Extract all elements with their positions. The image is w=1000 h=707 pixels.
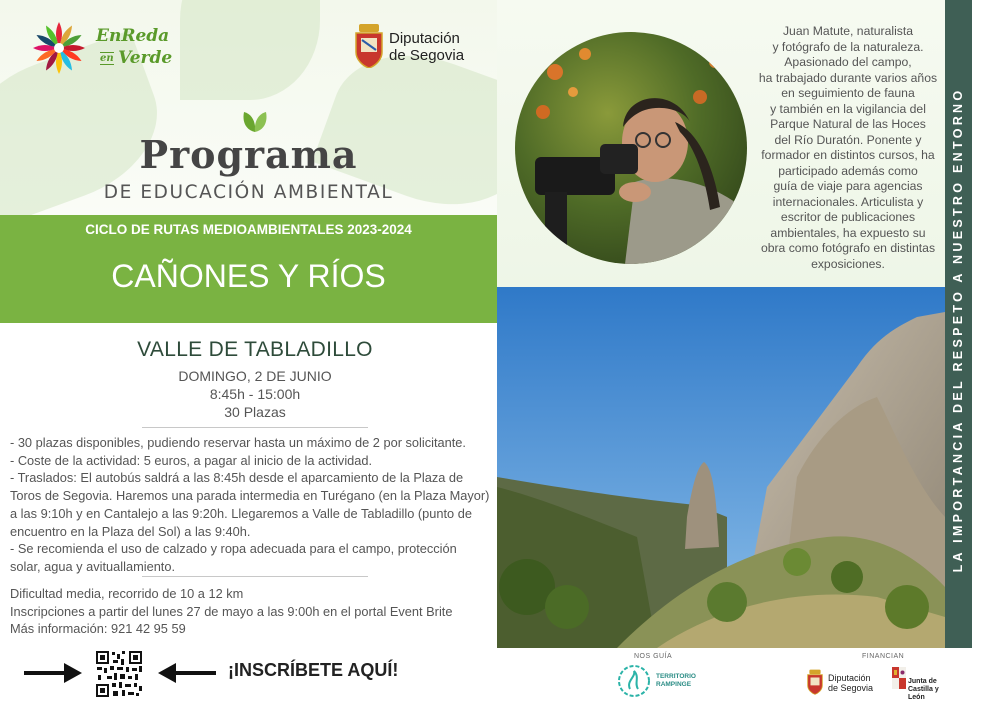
guide-name-line1: TERRITORIO [656, 673, 696, 680]
bio-line: escritor de publicaciones [780, 210, 916, 224]
qr-code-icon[interactable] [95, 650, 143, 698]
enreda-logo-line2: en Verde [100, 48, 173, 68]
sdg-wheel-icon [28, 14, 90, 76]
bio-line: y fotógrafo de la naturaleza. [772, 39, 924, 54]
bio-line: internacionales. Articulista y [772, 194, 924, 209]
left-panel [0, 0, 497, 707]
bio-line: guía de viaje para agencias [773, 179, 923, 193]
fund-diputacion-logo [806, 667, 886, 701]
fund-dipu-line1: Diputación [828, 673, 871, 683]
dipu-logo-line2: de Segovia [389, 47, 465, 64]
info-block [10, 585, 490, 638]
bio-line: ha trabajado durante varios años [758, 70, 938, 85]
bio-line: y también en la vigilancia del [770, 101, 926, 116]
left-arrow-icon [158, 663, 216, 683]
enreda-en-verde-logo [28, 14, 178, 76]
fund-label: FINANCIAN [862, 653, 905, 660]
bio-line: exposiciones. [811, 256, 885, 271]
castle-lion-icon [892, 667, 906, 689]
fund-jcyl-line1: Junta de [908, 678, 937, 685]
register-cta[interactable]: ¡INSCRÍBETE AQUÍ! [228, 660, 399, 680]
side-banner-text: LA IMPORTANCIA DEL RESPETO A NUESTRO ENTORNO [951, 87, 965, 573]
guide-label: NOS GUÍA [634, 653, 673, 660]
difficulty-text: Dificultad media, recorrido de 10 a 12 km [10, 586, 244, 601]
program-title: Programa [139, 132, 358, 177]
fund-dipu-line2: de Segovia [828, 683, 874, 693]
bio-line: del Río Duratón. Ponente y [774, 132, 922, 147]
registration-text: Inscripciones a partir del lunes 27 de mayo a las 9:00h en el portal Event Brite [10, 603, 453, 619]
canyon-landscape-photo [497, 287, 945, 648]
compass-icon [616, 663, 652, 699]
divider [142, 576, 368, 577]
route-title: CAÑONES Y RÍOS [111, 258, 386, 294]
dipu-logo-line1: Diputación [389, 30, 460, 47]
photographer-photo [515, 32, 747, 264]
bio-line: formador en distintos cursos, ha [761, 148, 935, 162]
fund-jcyl-line2: Castilla y León [908, 686, 939, 701]
enreda-logo-line1: EnReda [96, 26, 170, 46]
list-item: - Coste de la actividad: 5 euros, a pagar al inicio de la actividad. [10, 452, 373, 468]
diputacion-segovia-logo [353, 24, 473, 70]
list-item: - Se recomienda el uso de calzado y ropa adecuada para el campo, protección solar, agua y avituallamiento. [10, 541, 457, 574]
conditions-list [10, 434, 490, 576]
guide-portrait [515, 32, 747, 264]
bio-line: Juan Matute, naturalista [782, 24, 914, 38]
leaf-icon [240, 110, 270, 134]
guide-name-line2: RAMPINGE [656, 681, 692, 688]
bio-line: participado además como [778, 163, 918, 178]
guide-bio-text [748, 24, 948, 272]
coat-of-arms-icon [806, 669, 824, 695]
event-place: VALLE DE TABLADILLO [137, 338, 373, 361]
junta-castilla-leon-logo [892, 667, 952, 701]
bio-line: Parque Natural de las Hoces [770, 117, 926, 131]
territorio-rampinge-logo [616, 663, 696, 701]
cycle-label: CICLO DE RUTAS MEDIOAMBIENTALES 2023-2024 [85, 222, 412, 237]
bio-line: en seguimiento de fauna [781, 86, 915, 100]
bio-line: Apasionado del campo, [784, 55, 912, 69]
bio-line: ambientales, ha expuesto su [770, 225, 926, 240]
divider [142, 427, 368, 428]
event-time: 8:45h - 15:00h [209, 386, 301, 402]
event-places: 30 Plazas [224, 404, 286, 420]
list-item: - 30 plazas disponibles, pudiendo reservar hasta un máximo de 2 por solicitante. [10, 435, 466, 450]
bio-line: obra como fotógrafo en distintas [760, 241, 936, 255]
contact-text: Más información: 921 42 95 59 [10, 621, 186, 637]
program-subtitle: DE EDUCACIÓN AMBIENTAL [103, 182, 394, 203]
right-arrow-icon [24, 663, 82, 683]
list-item: - Traslados: El autobús saldrá a las 8:45h desde el aparcamiento de la Plaza de Toros de Segovia. Haremos una parada intermedia en Turégano (en la Plaza Mayor) a las 9:10h y en Cantalejo a las 9:20h. Llegaremos a Valle de Tabladillo (punto de encuentro en la Plaza del Sol) a las 9:40h. [10, 470, 490, 539]
event-date: DOMINGO, 2 DE JUNIO [178, 368, 332, 384]
coat-of-arms-icon [353, 24, 385, 68]
